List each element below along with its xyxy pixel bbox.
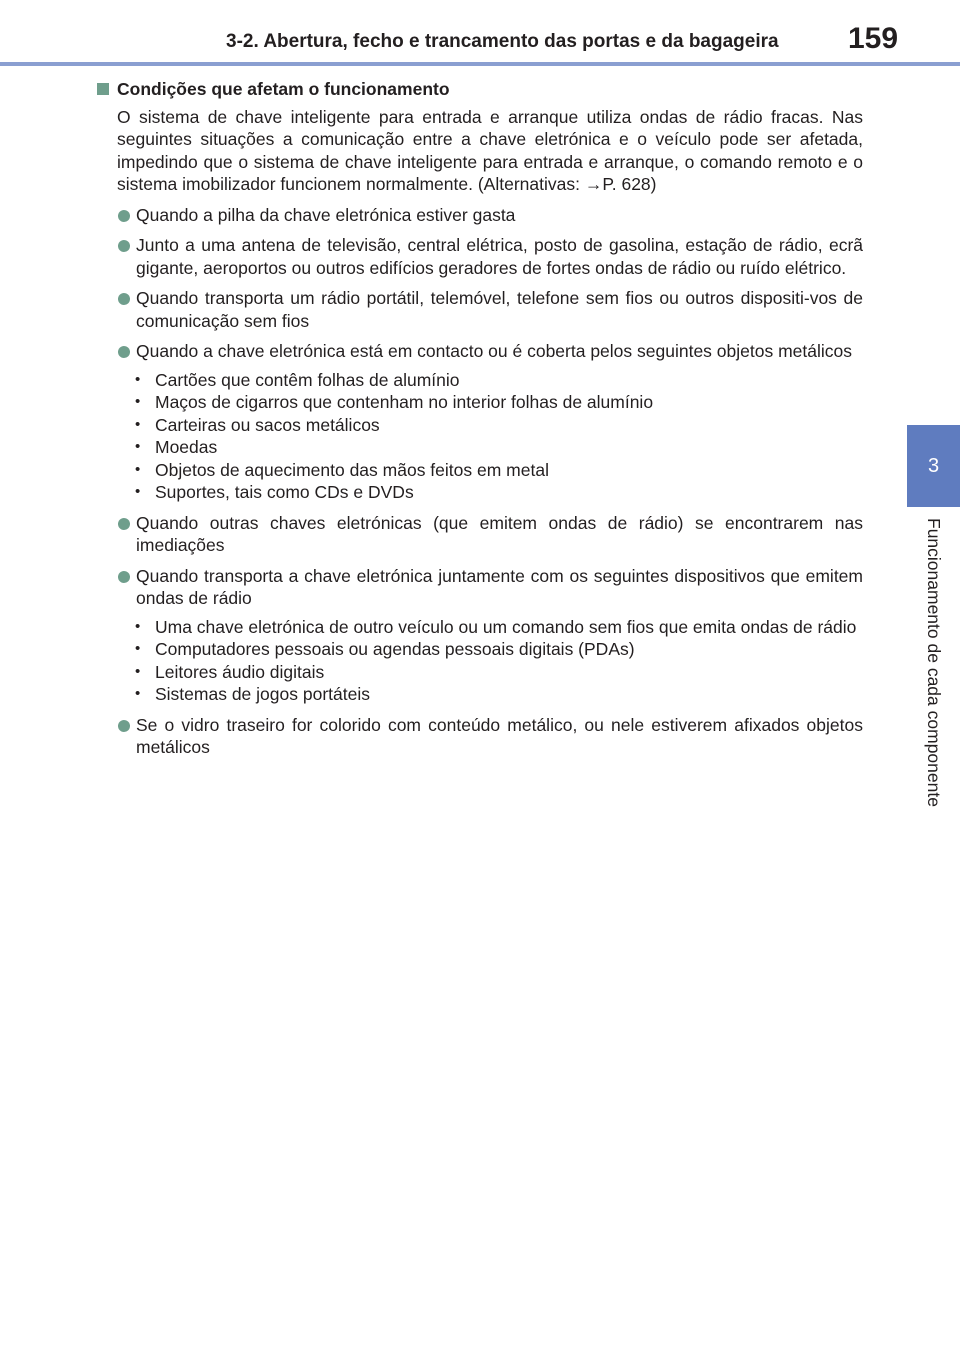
sub-list-item: • Moedas (97, 436, 863, 459)
bullet-item (97, 287, 863, 332)
bullet-text: Quando transporta a chave eletrónica juntamente com os seguintes dispositivos que emitem ondas de rádio (136, 565, 863, 608)
bullet-item (97, 340, 863, 504)
section-heading-text: Condições que afetam o funcionamento (117, 79, 450, 99)
running-header: 3-2. Abertura, fecho e trancamento das portas e da bagageira (226, 31, 779, 52)
sub-list-item: • Sistemas de jogos portáteis (97, 683, 863, 706)
sub-list-item: • Computadores pessoais ou agendas pessoais digitais (PDAs) (97, 638, 863, 661)
circle-bullet-icon (118, 210, 130, 222)
sub-list-item: • Uma chave eletrónica de outro veículo ou um comando sem fios que emita ondas de rádio (97, 616, 863, 639)
bullet-item (97, 565, 863, 706)
bullet-text: Quando outras chaves eletrónicas (que emitem ondas de rádio) se encontrarem nas imediações (136, 512, 863, 555)
bullet-text: Junto a uma antena de televisão, central elétrica, posto de gasolina, estação de rádio, ecrã gigante, aeroportos ou outros edifícios geradores de fortes ondas de rádio ou ruído elétrico. (136, 235, 863, 278)
section-heading (97, 78, 863, 101)
circle-bullet-icon (118, 346, 130, 358)
bullet-text: Quando transporta um rádio portátil, telemóvel, telefone sem fios ou outros dispositi-vos de comunicação sem fios (136, 288, 863, 331)
sub-list-item: • Suportes, tais como CDs e DVDs (97, 481, 863, 504)
circle-bullet-icon (118, 293, 130, 305)
sub-list-item: • Cartões que contêm folhas de alumínio (97, 369, 863, 392)
sub-list-item: • Leitores áudio digitais (97, 661, 863, 684)
sub-list-item: • Maços de cigarros que contenham no interior folhas de alumínio (97, 391, 863, 414)
sub-list (97, 369, 863, 504)
bullet-item (97, 204, 863, 227)
circle-bullet-icon (118, 518, 130, 530)
bullet-text: Se o vidro traseiro for colorido com conteúdo metálico, ou nele estiverem afixados objetos metálicos (136, 714, 863, 757)
page-number: 159 (848, 22, 899, 55)
bullet-item (97, 234, 863, 279)
chapter-label: Funcionamento de cada componente (924, 518, 944, 807)
circle-bullet-icon (118, 571, 130, 583)
square-bullet-icon (97, 83, 109, 95)
sub-list (97, 616, 863, 706)
bullet-item (97, 714, 863, 759)
sub-list-item: • Carteiras ou sacos metálicos (97, 414, 863, 437)
main-content (97, 78, 863, 759)
chapter-number: 3 (927, 454, 940, 477)
bullet-list (97, 204, 863, 759)
bullet-text: Quando a pilha da chave eletrónica estiver gasta (136, 204, 516, 225)
header-rule (0, 62, 960, 66)
intro-paragraph: O sistema de chave inteligente para entrada e arranque utiliza ondas de rádio fracas. Nas seguintes situações a comunicação entre a chave eletrónica e o veículo pode ser afetada, impedindo que o sistema de chave inteligente para entrada e arranque, o comando remoto e o sistema imobilizador funcionem normalmente. (Alternativas: →P. 628) (117, 106, 863, 194)
circle-bullet-icon (118, 720, 130, 732)
bullet-text: Quando a chave eletrónica está em contacto ou é coberta pelos seguintes objetos metálicos (136, 341, 852, 361)
chapter-tab (907, 425, 960, 507)
sub-list-item: • Objetos de aquecimento das mãos feitos em metal (97, 459, 863, 482)
circle-bullet-icon (118, 240, 130, 252)
bullet-item (97, 512, 863, 557)
